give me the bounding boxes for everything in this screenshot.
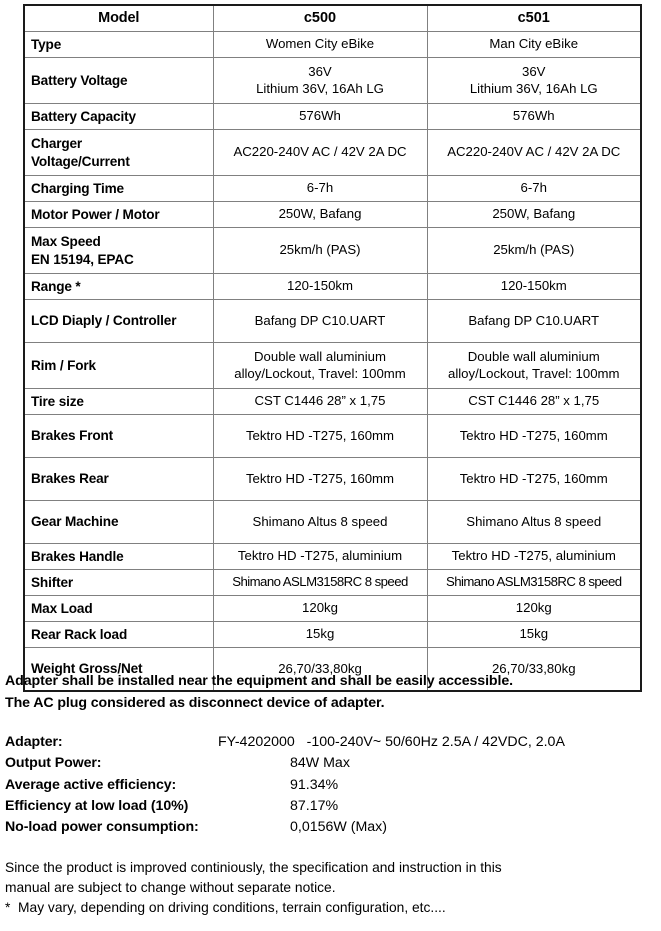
adapter-warning-line-2: The AC plug considered as disconnect device of adapter. <box>5 694 385 711</box>
cell-value-a <box>213 596 427 622</box>
cell-value-b <box>427 176 641 202</box>
cell-value-line: Tektro HD -T275, 160mm <box>459 470 608 486</box>
table-row <box>24 104 641 130</box>
cell-value-line: Double wall aluminium <box>254 348 386 364</box>
column-header: Model <box>24 5 213 32</box>
cell-value-b <box>427 104 641 130</box>
specification-table-container <box>23 4 640 692</box>
cell-value-a <box>213 104 427 130</box>
adapter-spec-key: Efficiency at low load (10%) <box>5 798 189 815</box>
cell-value-a <box>213 389 427 415</box>
cell-value-line: 120-150km <box>287 278 353 294</box>
cell-value-line: CST C1446 28” x 1,75 <box>468 393 600 409</box>
adapter-spec-key: No-load power consumption: <box>5 819 199 836</box>
cell-value-b <box>427 202 641 228</box>
cell-value-b <box>427 274 641 300</box>
adapter-spec-value: FY-4202000 -100-240V~ 50/60Hz 2.5A / 42VDC, 2.0A <box>218 734 565 751</box>
cell-value-a <box>213 130 427 176</box>
cell-value-a <box>213 458 427 501</box>
cell-value-line: Lithium 36V, 16Ah LG <box>256 80 384 96</box>
table-row <box>24 544 641 570</box>
cell-value-line: 15kg <box>519 626 549 642</box>
cell-value-line: Women City eBike <box>265 36 375 52</box>
table-row <box>24 228 641 274</box>
table-row <box>24 300 641 343</box>
cell-value-b <box>427 458 641 501</box>
adapter-spec-value: 84W Max <box>290 755 350 772</box>
adapter-spec-value: 87.17% <box>290 798 339 815</box>
cell-value-line: 36V <box>308 63 332 79</box>
cell-value-b <box>427 415 641 458</box>
table-row <box>24 501 641 544</box>
cell-value-line: 26,70/33,80kg <box>491 660 576 676</box>
table-row <box>24 274 641 300</box>
cell-value-line: 120kg <box>302 600 338 616</box>
row-label <box>24 228 213 274</box>
cell-value-b <box>427 501 641 544</box>
cell-value-a <box>213 228 427 274</box>
cell-value-a <box>213 544 427 570</box>
cell-value-line: 250W, Bafang <box>278 206 362 222</box>
adapter-spec-value: 91.34% <box>290 776 339 793</box>
row-label: Rear Rack load <box>24 622 213 648</box>
cell-value-line: 25km/h (PAS) <box>279 242 361 258</box>
notes-section <box>5 671 655 919</box>
footnote-line: manual are subject to change without separate notice. <box>5 880 336 896</box>
row-label: Weight Gross/Net <box>24 648 213 692</box>
row-label: Battery Voltage <box>24 58 213 104</box>
row-label: Shifter <box>24 570 213 596</box>
cell-value-a <box>213 622 427 648</box>
row-label-line: Voltage/Current <box>31 153 130 169</box>
row-label: Motor Power / Motor <box>24 202 213 228</box>
adapter-warning-line-1: Adapter shall be installed near the equipment and shall be easily accessible. <box>5 673 513 689</box>
adapter-spec-row <box>5 775 645 796</box>
cell-value-b <box>427 300 641 343</box>
cell-value-line: 120kg <box>515 600 552 616</box>
table-row <box>24 58 641 104</box>
cell-value-b <box>427 389 641 415</box>
cell-value-line: AC220-240V AC / 42V 2A DC <box>233 144 407 160</box>
adapter-spec-key: Output Power: <box>5 755 102 772</box>
row-label-line: Max Speed <box>31 234 101 250</box>
row-label: Rim / Fork <box>24 343 213 389</box>
cell-value-b <box>427 544 641 570</box>
adapter-spec-row <box>5 753 645 774</box>
row-label: Brakes Front <box>24 415 213 458</box>
cell-value-line: Tektro HD -T275, aluminium <box>237 548 403 564</box>
cell-value-b <box>427 343 641 389</box>
cell-value-line: 576Wh <box>512 108 555 124</box>
cell-value-line: Tektro HD -T275, 160mm <box>245 427 395 443</box>
cell-value-line: Bafang DP C10.UART <box>254 312 386 328</box>
adapter-spec-row <box>5 732 645 753</box>
cell-value-a <box>213 570 427 596</box>
row-label <box>24 130 213 176</box>
footnote-line: * May vary, depending on driving conditions, terrain configuration, etc.... <box>5 900 446 916</box>
cell-value-line: 250W, Bafang <box>492 206 576 222</box>
cell-value-line: AC220-240V AC / 42V 2A DC <box>447 144 621 160</box>
table-row <box>24 202 641 228</box>
footnote-line: Since the product is improved continiously, the specification and instruction in this <box>5 859 502 875</box>
row-label-line: EN 15194, EPAC <box>31 251 134 267</box>
adapter-spec-key: Average active efficiency: <box>5 776 177 793</box>
cell-value-a <box>213 202 427 228</box>
row-label: LCD Diaply / Controller <box>24 300 213 343</box>
table-row <box>24 343 641 389</box>
cell-value-b <box>427 570 641 596</box>
cell-value-a <box>213 274 427 300</box>
cell-value-line: Double wall aluminium <box>467 348 600 364</box>
adapter-specs-list <box>5 732 645 838</box>
table-row <box>24 415 641 458</box>
adapter-spec-key: Adapter: <box>5 734 63 751</box>
cell-value-line: Lithium 36V, 16Ah LG <box>469 80 598 96</box>
row-label: Charging Time <box>24 176 213 202</box>
specification-table <box>23 4 642 692</box>
adapter-spec-value: 0,0156W (Max) <box>290 819 387 836</box>
cell-value-line: alloy/Lockout, Travel: 100mm <box>234 365 406 381</box>
cell-value-line: 6-7h <box>520 180 547 196</box>
row-label: Gear Machine <box>24 501 213 544</box>
row-label: Type <box>24 32 213 58</box>
cell-value-line: Tektro HD -T275, 160mm <box>459 427 608 443</box>
row-label-line: Charger <box>31 136 83 152</box>
row-label: Brakes Rear <box>24 458 213 501</box>
row-label: Tire size <box>24 389 213 415</box>
cell-value-line: Shimano Altus 8 speed <box>466 513 602 529</box>
cell-value-line: 26,70/33,80kg <box>278 660 362 676</box>
cell-value-line: Shimano ASLM3158RC 8 speed <box>232 574 408 590</box>
row-label: Brakes Handle <box>24 544 213 570</box>
cell-value-line: 6-7h <box>306 180 334 196</box>
cell-value-b <box>427 130 641 176</box>
table-row <box>24 622 641 648</box>
row-label: Battery Capacity <box>24 104 213 130</box>
cell-value-b <box>427 32 641 58</box>
row-label: Range * <box>24 274 213 300</box>
adapter-spec-row <box>5 817 645 838</box>
row-label: Max Load <box>24 596 213 622</box>
cell-value-line: 36V <box>522 63 546 79</box>
cell-value-a <box>213 343 427 389</box>
cell-value-a <box>213 300 427 343</box>
table-row <box>24 176 641 202</box>
cell-value-b <box>427 58 641 104</box>
cell-value-a <box>213 501 427 544</box>
cell-value-line: CST C1446 28” x 1,75 <box>254 393 386 409</box>
cell-value-line: Bafang DP C10.UART <box>468 312 600 328</box>
cell-value-b <box>427 228 641 274</box>
table-row <box>24 32 641 58</box>
cell-value-line: 576Wh <box>299 108 341 124</box>
table-header-row <box>24 5 641 32</box>
cell-value-a <box>213 176 427 202</box>
table-row <box>24 130 641 176</box>
table-row <box>24 570 641 596</box>
cell-value-line: 25km/h (PAS) <box>493 242 575 258</box>
table-row <box>24 596 641 622</box>
cell-value-line: Shimano ASLM3158RC 8 speed <box>445 574 622 590</box>
adapter-warning <box>5 671 655 714</box>
cell-value-a <box>213 58 427 104</box>
cell-value-line: alloy/Lockout, Travel: 100mm <box>447 365 620 381</box>
table-row <box>24 458 641 501</box>
adapter-spec-row <box>5 796 645 817</box>
column-header: c500 <box>213 5 427 32</box>
table-row <box>24 389 641 415</box>
cell-value-a <box>213 32 427 58</box>
column-header: c501 <box>427 5 641 32</box>
cell-value-a <box>213 415 427 458</box>
footnotes <box>5 858 655 919</box>
cell-value-b <box>427 622 641 648</box>
cell-value-b <box>427 596 641 622</box>
cell-value-line: Man City eBike <box>489 36 579 52</box>
cell-value-line: Tektro HD -T275, 160mm <box>245 470 395 486</box>
cell-value-line: 120-150km <box>500 278 567 294</box>
cell-value-line: Shimano Altus 8 speed <box>252 513 388 529</box>
cell-value-line: 15kg <box>305 626 335 642</box>
cell-value-line: Tektro HD -T275, aluminium <box>451 548 616 564</box>
